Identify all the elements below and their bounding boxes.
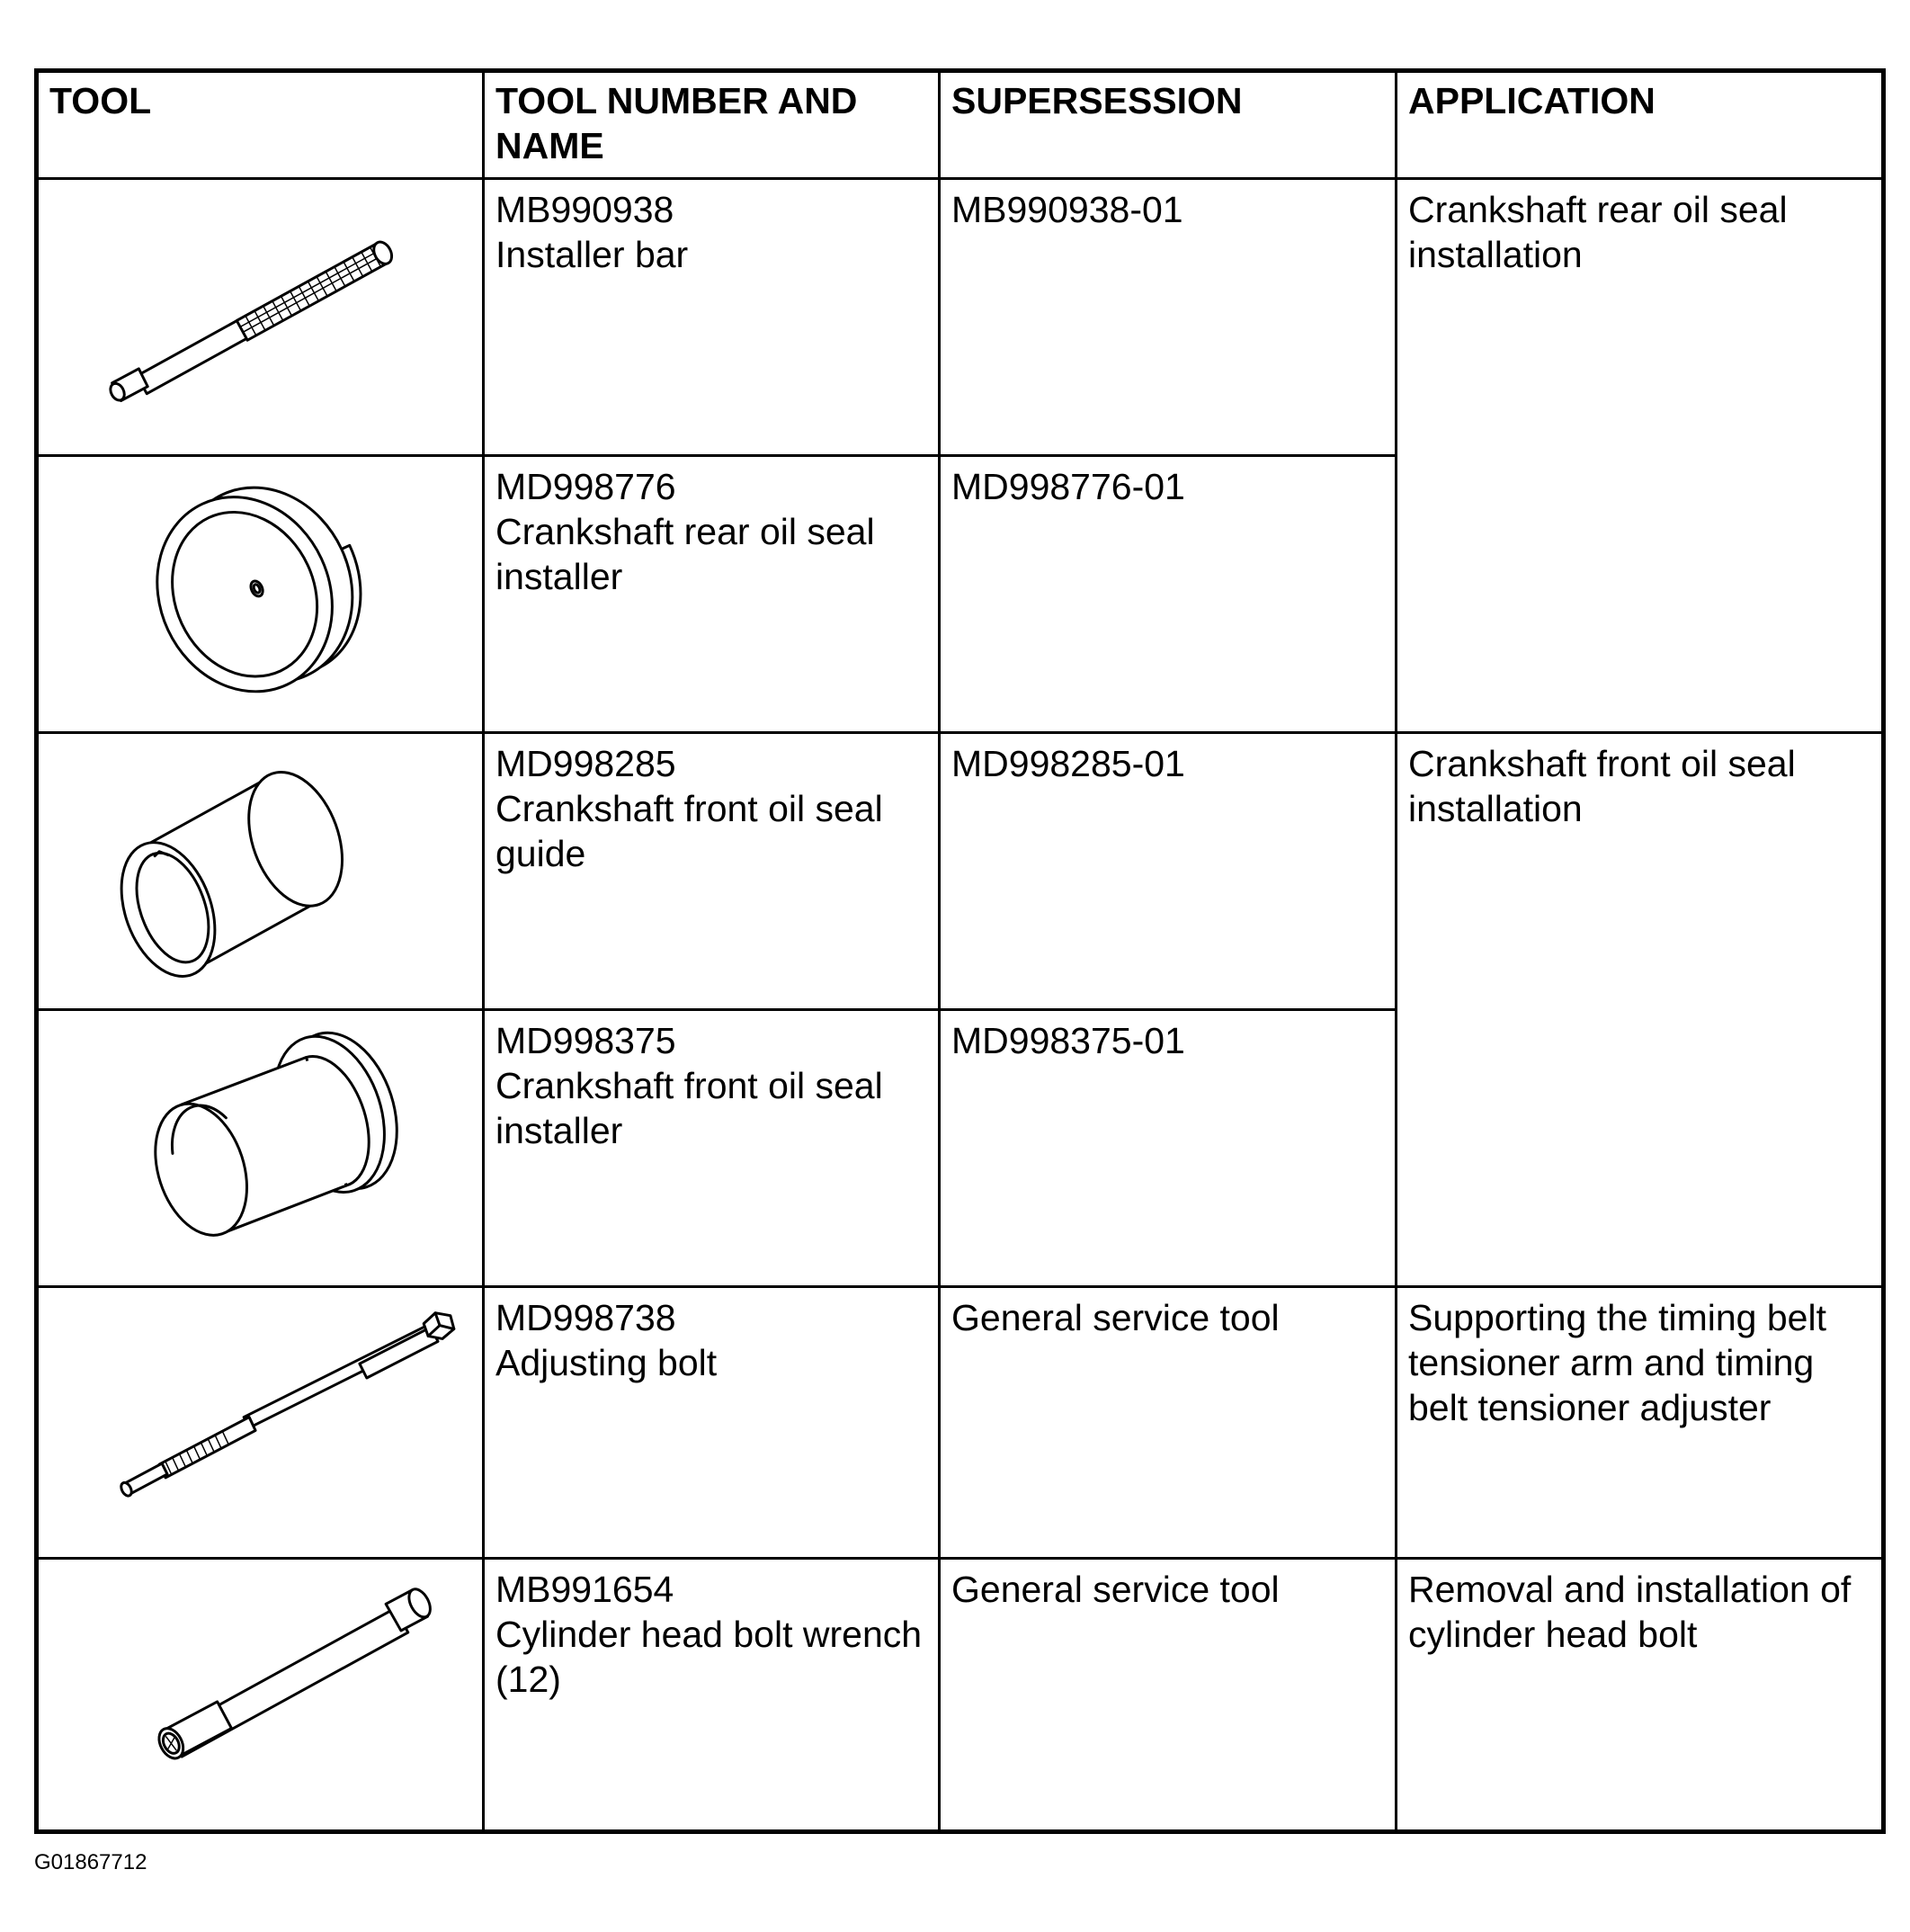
supersession-cell: MB990938-01	[940, 179, 1397, 456]
tool-name: Installer bar	[495, 234, 689, 275]
front-oil-seal-guide-icon	[39, 734, 482, 1008]
table-row	[37, 179, 1884, 456]
tool-number: MB991654	[495, 1569, 674, 1610]
tool-name: Crankshaft rear oil seal installer	[495, 511, 875, 597]
tool-image-cell	[37, 179, 484, 456]
table-row	[37, 1287, 1884, 1559]
application-cell: Crankshaft front oil seal installation	[1397, 733, 1884, 1287]
table-row	[37, 733, 1884, 1010]
tool-number-cell	[484, 179, 940, 456]
application-cell: Crankshaft rear oil seal installation	[1397, 179, 1884, 733]
header-tool: TOOL	[37, 71, 484, 179]
tool-image-cell	[37, 733, 484, 1010]
application-cell: Removal and installation of cylinder head bolt	[1397, 1559, 1884, 1832]
header-row	[37, 71, 1884, 179]
tool-name: Cylinder head bolt wrench (12)	[495, 1614, 923, 1700]
tool-number-cell	[484, 1010, 940, 1287]
tool-name: Crankshaft front oil seal guide	[495, 788, 883, 874]
tool-image-cell	[37, 1287, 484, 1559]
supersession-cell: General service tool	[940, 1559, 1397, 1832]
supersession-cell: MD998776-01	[940, 456, 1397, 733]
tool-number: MB990938	[495, 189, 674, 230]
header-supersession: SUPERSESSION	[940, 71, 1397, 179]
tool-name: Crankshaft front oil seal installer	[495, 1065, 883, 1151]
front-oil-seal-installer-icon	[39, 1011, 482, 1285]
tool-name: Adjusting bolt	[495, 1342, 718, 1383]
tool-number-cell	[484, 1559, 940, 1832]
tool-image-cell	[37, 1010, 484, 1287]
rear-oil-seal-installer-icon	[39, 457, 482, 731]
tool-image-cell	[37, 1559, 484, 1832]
tool-number: MD998776	[495, 466, 676, 507]
application-cell: Supporting the timing belt tensioner arm and timing belt tensioner adjuster	[1397, 1287, 1884, 1559]
adjusting-bolt-icon	[39, 1288, 482, 1557]
tool-number-cell	[484, 456, 940, 733]
special-tools-table	[34, 68, 1886, 1834]
header-tool-number: TOOL NUMBER AND NAME	[484, 71, 940, 179]
tool-number-cell	[484, 1287, 940, 1559]
header-application: APPLICATION	[1397, 71, 1884, 179]
table-row	[37, 1559, 1884, 1832]
tool-number-cell	[484, 733, 940, 1010]
tool-image-cell	[37, 456, 484, 733]
tool-number: MD998375	[495, 1020, 676, 1061]
installer-bar-icon	[39, 180, 482, 454]
figure-id: G01867712	[34, 1850, 147, 1874]
tool-number: MD998738	[495, 1297, 676, 1338]
tool-number: MD998285	[495, 743, 676, 784]
supersession-cell: MD998285-01	[940, 733, 1397, 1010]
cylinder-head-bolt-wrench-icon	[39, 1560, 482, 1829]
supersession-cell: General service tool	[940, 1287, 1397, 1559]
supersession-cell: MD998375-01	[940, 1010, 1397, 1287]
